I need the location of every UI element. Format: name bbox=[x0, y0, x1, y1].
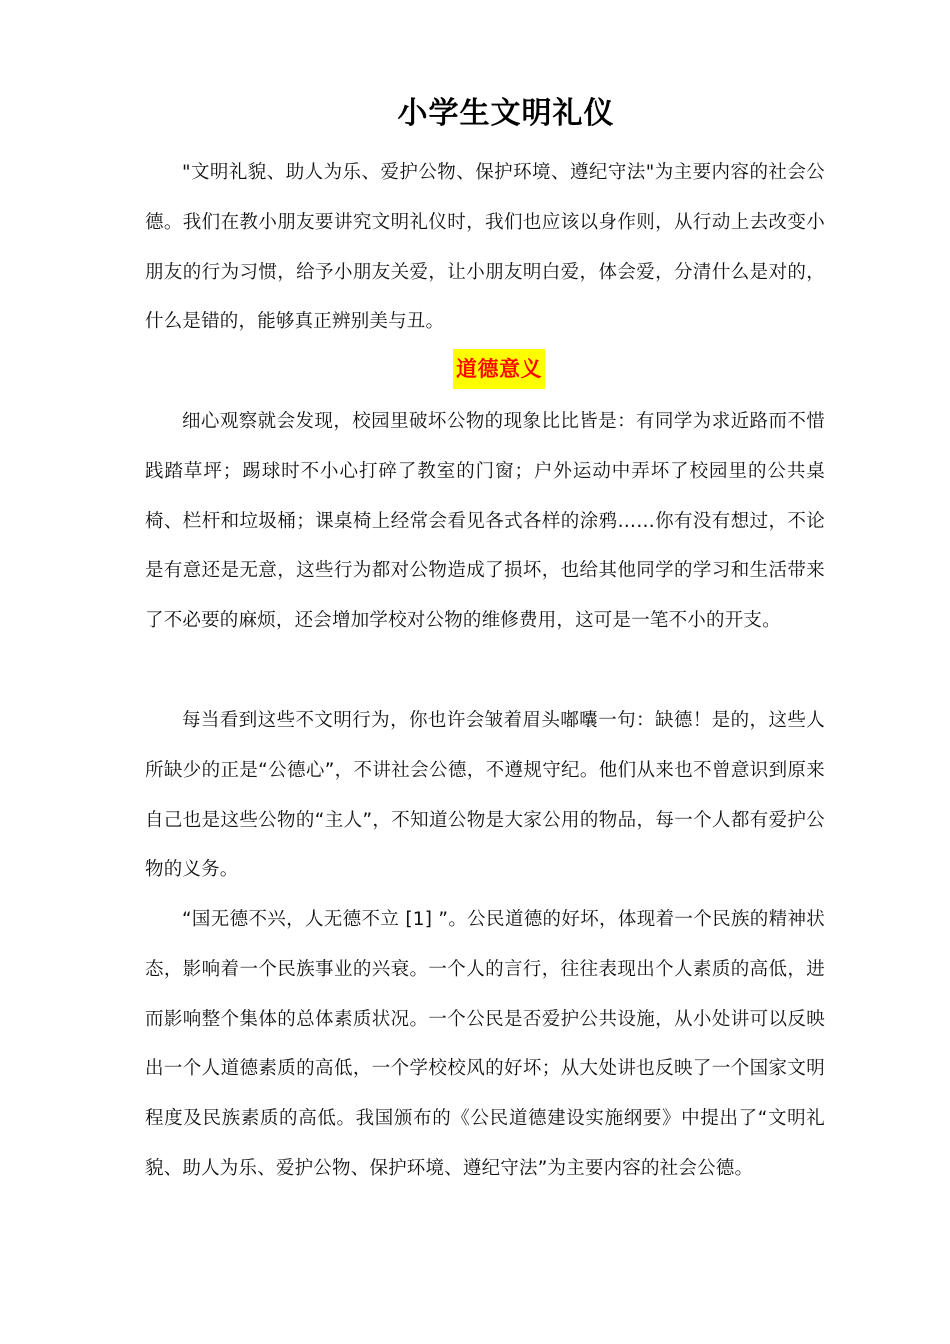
intro-paragraph: "文明礼貌、助人为乐、爱护公物、保护环境、遵纪守法"为主要内容的社会公德。我们在教小朋友要讲究文明礼仪时，我们也应该以身作则，从行动上去改变小朋友的行为习惯，给予小朋友关爱，让小朋友明白爱，体会爱，分清什么是对的，什么是错的，能够真正辨别美与丑。 bbox=[145, 162, 825, 333]
section-heading-container bbox=[0, 349, 950, 389]
section-heading: 道德意义 bbox=[453, 349, 545, 389]
section-paragraph: 每当看到这些不文明行为，你也许会皱着眉头嘟囔一句：缺德！是的，这些人所缺少的正是“公德心”，不讲社会公德，不遵规守纪。他们从来也不曾意识到原来自己也是这些公物的“主人”，不知道公物是大家公用的物品，每一个人都有爱护公物的义务。 bbox=[145, 710, 825, 881]
section-paragraph: 细心观察就会发现，校园里破坏公物的现象比比皆是：有同学为求近路而不惜践踏草坪；踢球时不小心打碎了教室的门窗；户外运动中弄坏了校园里的公共桌椅、栏杆和垃圾桶；课桌椅上经常会看见各式各样的涂鸦……你有没有想过，不论是有意还是无意，这些行为都对公物造成了损坏，也给其他同学的学习和生活带来了不必要的麻烦，还会增加学校对公物的维修费用，这可是一笔不小的开支。 bbox=[145, 411, 825, 632]
section-paragraph: “国无德不兴，人无德不立 [1] ”。公民道德的好坏，体现着一个民族的精神状态，影响着一个民族事业的兴衰。一个人的言行，往往表现出个人素质的高低，进而影响整个集体的总体素质状况。一个公民是否爱护公共设施，从小处讲可以反映出一个人道德素质的高低，一个学校校风的好坏；从大处讲也反映了一个国家文明程度及民族素质的高低。我国颁布的《公民道德建设实施纲要》中提出了“文明礼貌、助人为乐、爱护公物、保护环境、遵纪守法”为主要内容的社会公德。 bbox=[145, 909, 825, 1179]
document-title: 小学生文明礼仪 bbox=[397, 96, 615, 131]
